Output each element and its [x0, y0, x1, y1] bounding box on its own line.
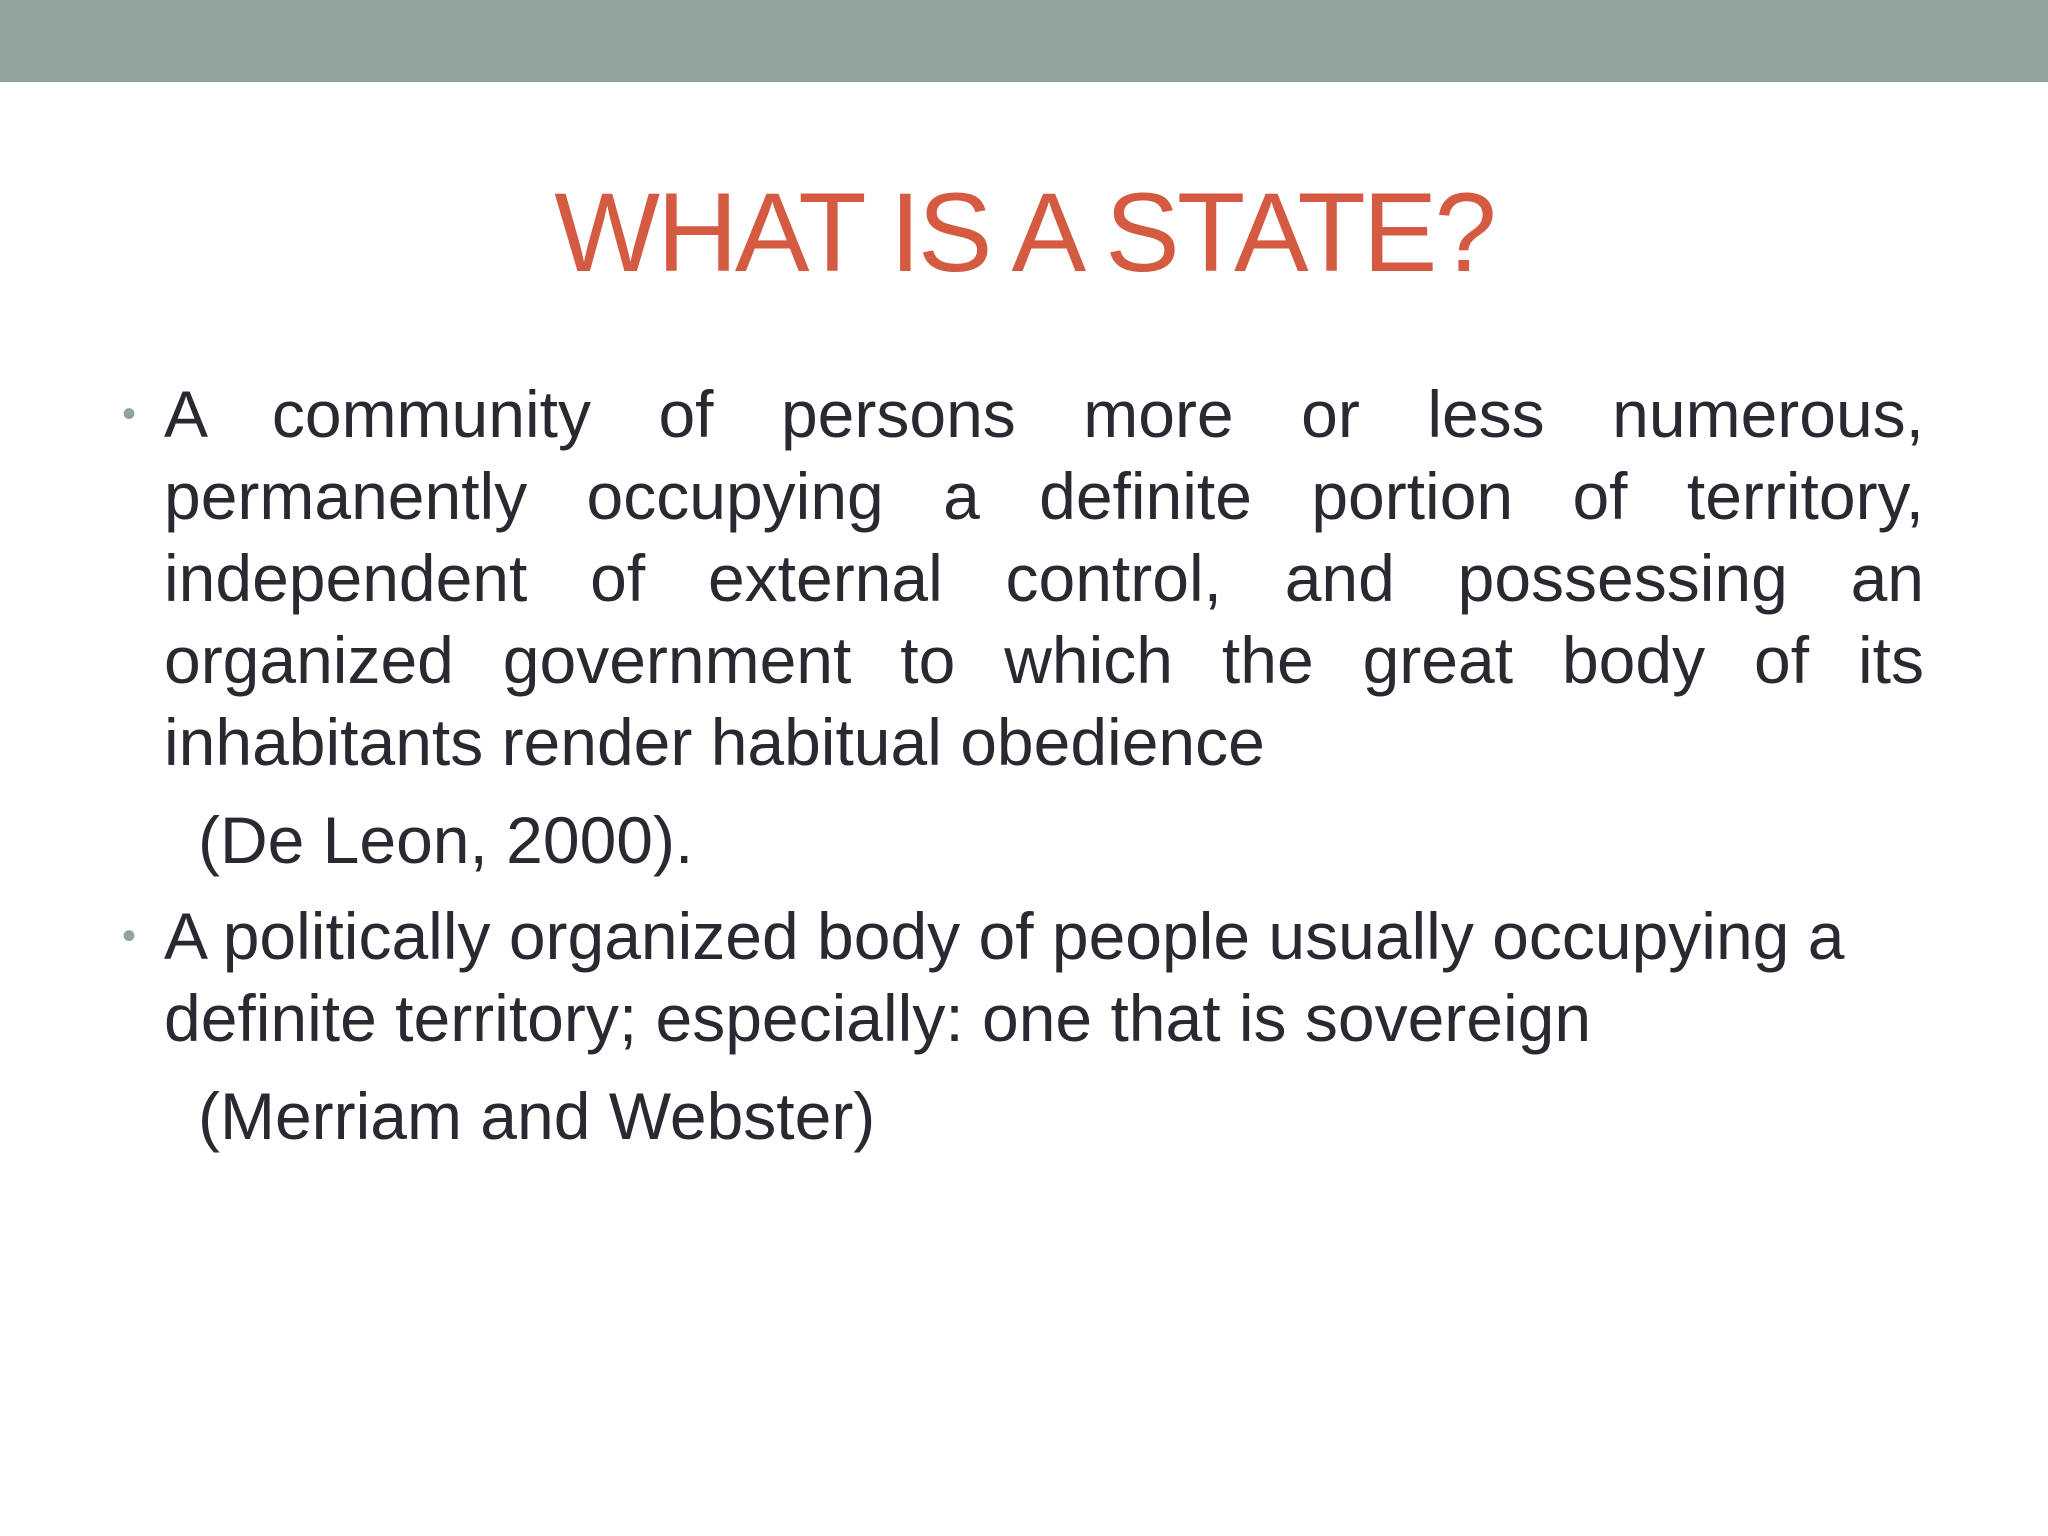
bullet-text: A politically organized body of people usually occupying a definite territory; especially: one that is sovereign [164, 899, 1845, 1055]
bullet-icon: • [122, 914, 137, 958]
top-accent-bar [0, 0, 2048, 82]
bullet-item-definition-2 [118, 895, 1924, 1059]
slide-body [118, 373, 1924, 1157]
citation-merriam-webster: (Merriam and Webster) [198, 1079, 876, 1153]
citation-de-leon: (De Leon, 2000). [198, 803, 694, 877]
bullet-item-definition-1 [118, 373, 1924, 783]
slide-title: WHAT IS A STATE? [554, 170, 1494, 295]
bullet-text: A community of persons more or less numerous, permanently occupying a definite portion of territory, independent of external control, and possessing an organized government to which the great body of its inhabitants render habitual obedience [164, 377, 1924, 779]
bullet-icon: • [122, 392, 137, 436]
